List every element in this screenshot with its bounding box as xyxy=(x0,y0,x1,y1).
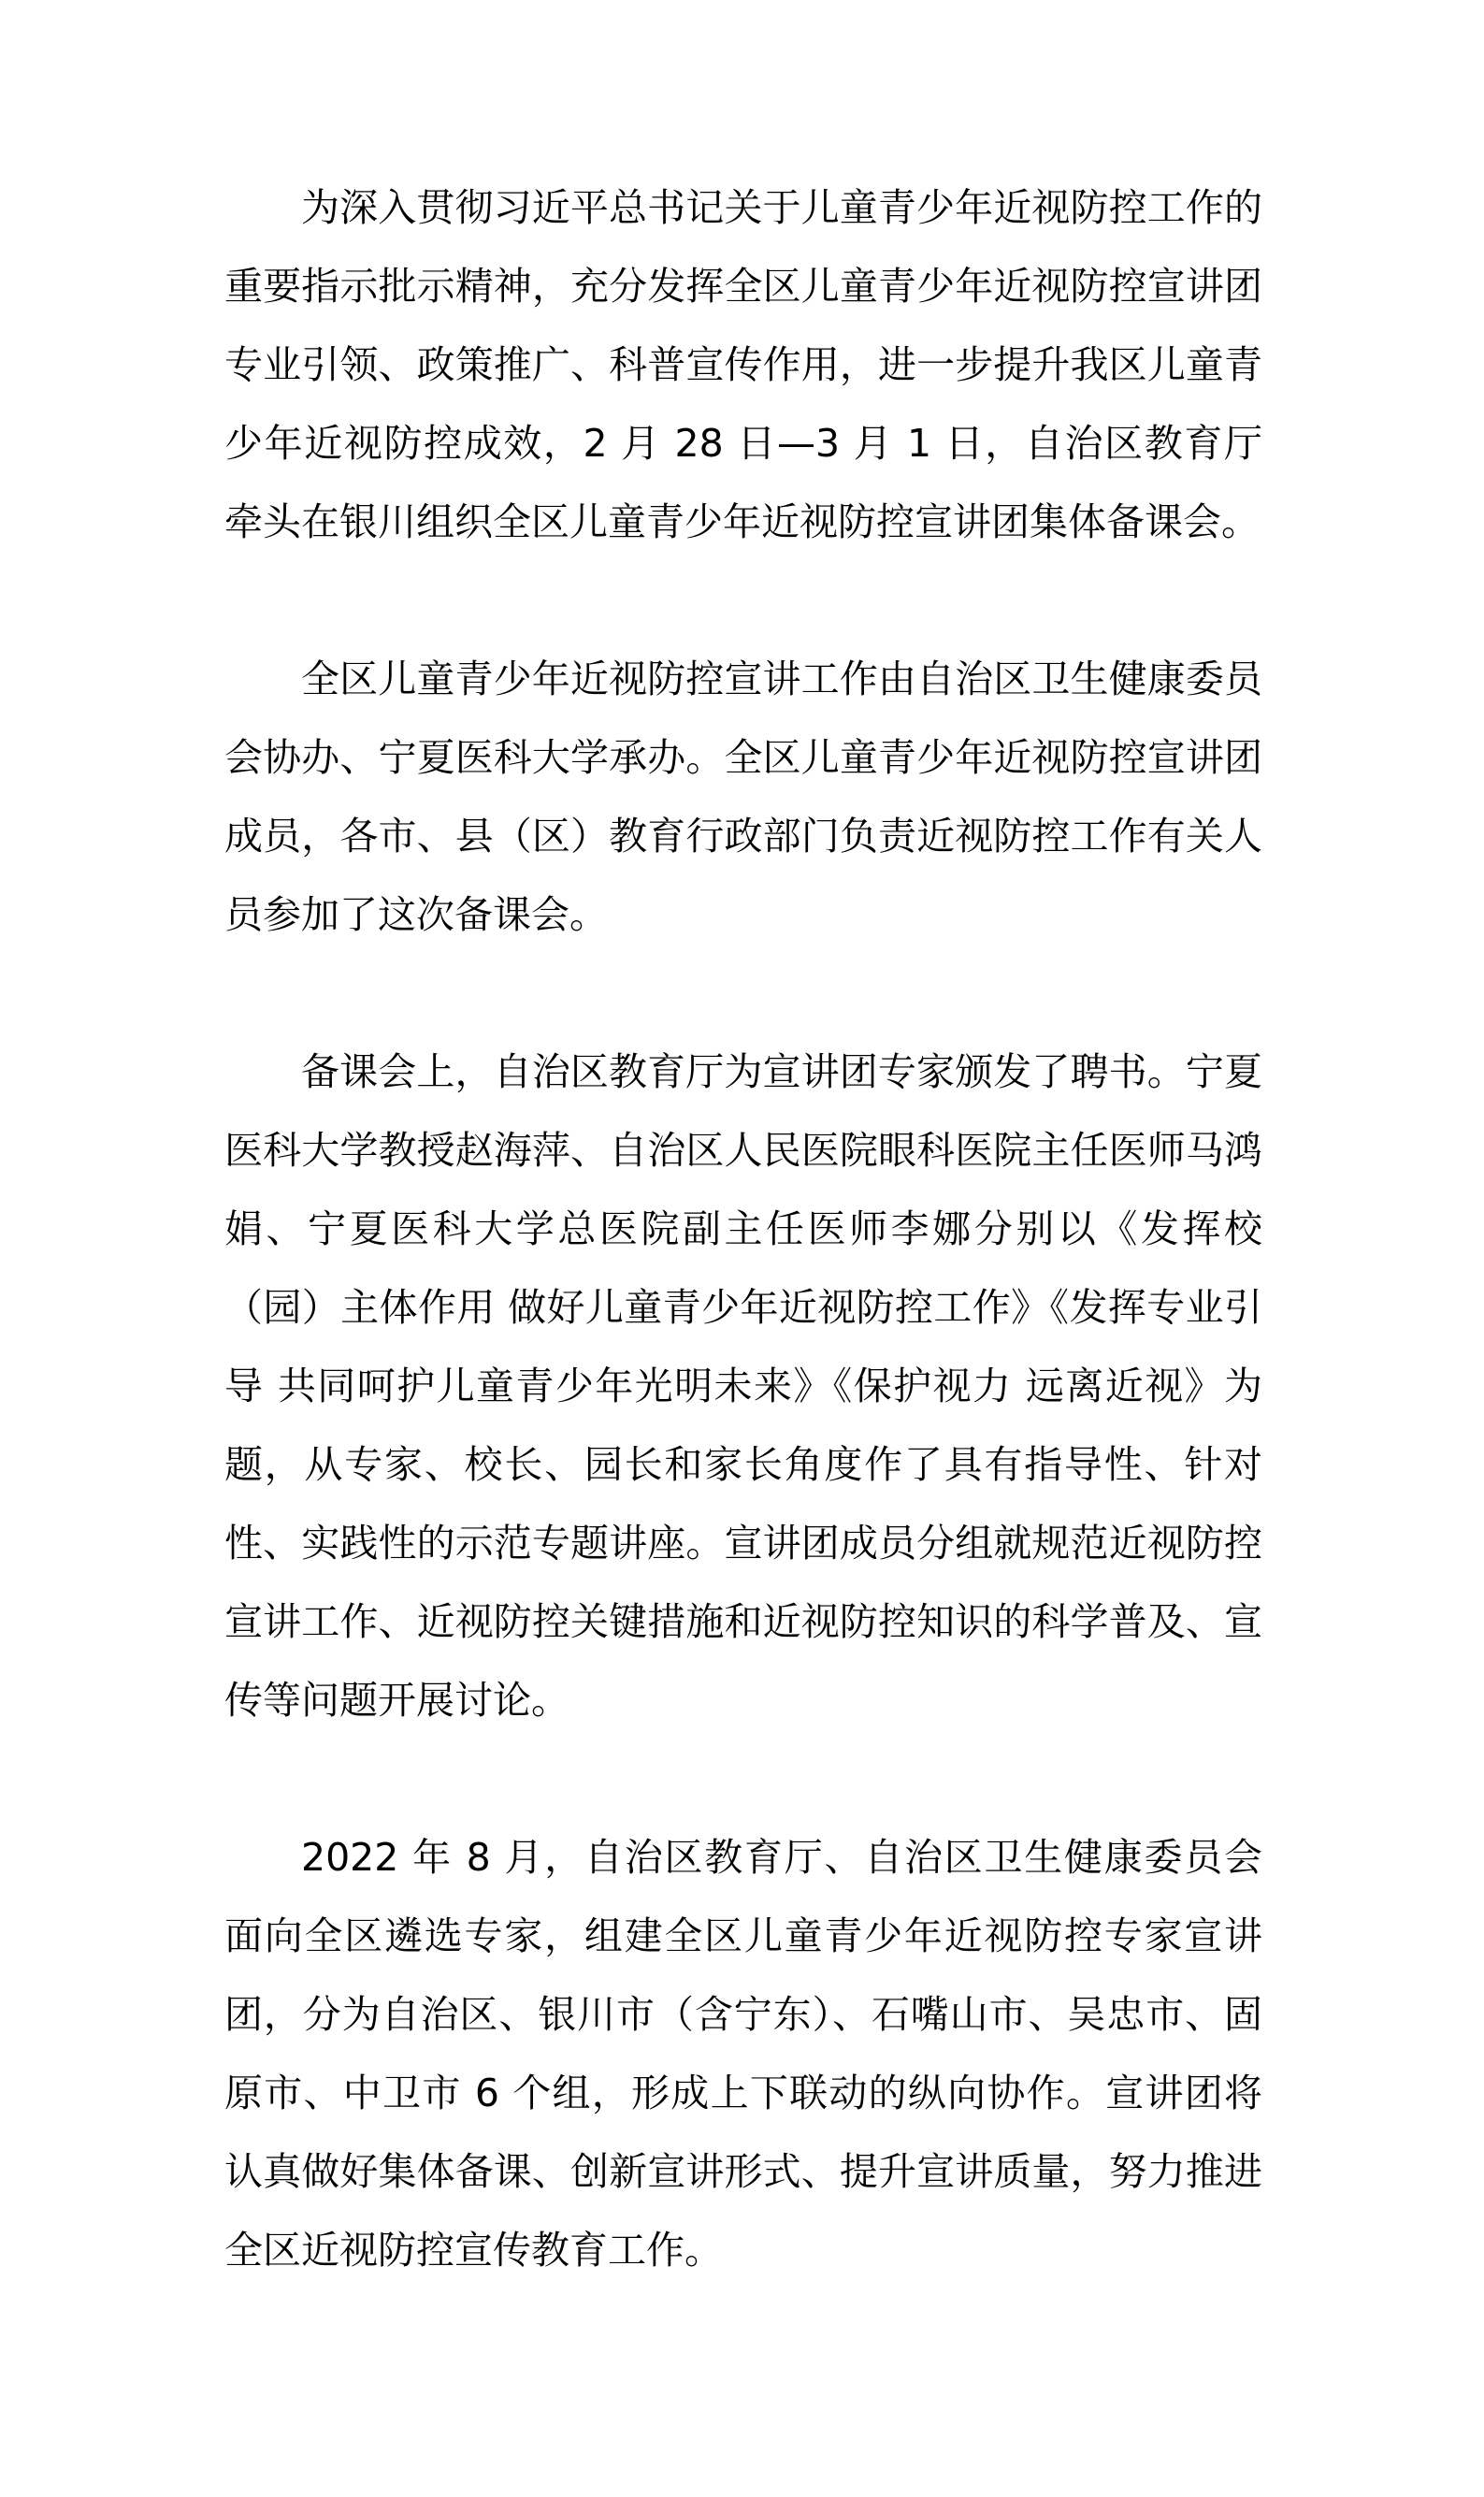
paragraph-lectures: 备课会上，自治区教育厅为宣讲团专家颁发了聘书。宁夏医科大学教授赵海萍、自治区人民医院眼科医院主任医师马鸿娟、宁夏医科大学总医院副主任医师李娜分别以《发挥校（园）主体作用 做好儿童青少年近视防控工作》《发挥专业引导 共同呵护儿童青少年光明未来》《保护视力 远离近视》为题，从专家、校长、园长和家长角度作了具有指导性、针对性、实践性的示范专题讲座。宣讲团成员分组就规范近视防控宣讲工作、近视防控关键措施和近视防控知识的科学普及、宣传等问题开展讨论。 xyxy=(224,1049,1262,1723)
paragraph-organizers: 全区儿童青少年近视防控宣讲工作由自治区卫生健康委员会协办、宁夏医科大学承办。全区儿童青少年近视防控宣讲团成员，各市、县（区）教育行政部门负责近视防控工作有关人员参加了这次备课会。 xyxy=(224,657,1262,937)
document-body xyxy=(224,168,1262,2289)
paragraph-background: 2022 年 8 月，自治区教育厅、自治区卫生健康委员会面向全区遴选专家，组建全区儿童青少年近视防控专家宣讲团，分为自治区、银川市（含宁东）、石嘴山市、吴忠市、固原市、中卫市 6 个组，形成上下联动的纵向协作。宣讲团将认真做好集体备课、创新宣讲形式、提升宣讲质量，努力推进全区近视防控宣传教育工作。 xyxy=(224,1835,1262,2273)
paragraph-intro: 为深入贯彻习近平总书记关于儿童青少年近视防控工作的重要指示批示精神，充分发挥全区儿童青少年近视防控宣讲团专业引领、政策推广、科普宣传作用，进一步提升我区儿童青少年近视防控成效，2 月 28 日—3 月 1 日，自治区教育厅牵头在银川组织全区儿童青少年近视防控宣讲团集体备课会。 xyxy=(224,185,1262,544)
